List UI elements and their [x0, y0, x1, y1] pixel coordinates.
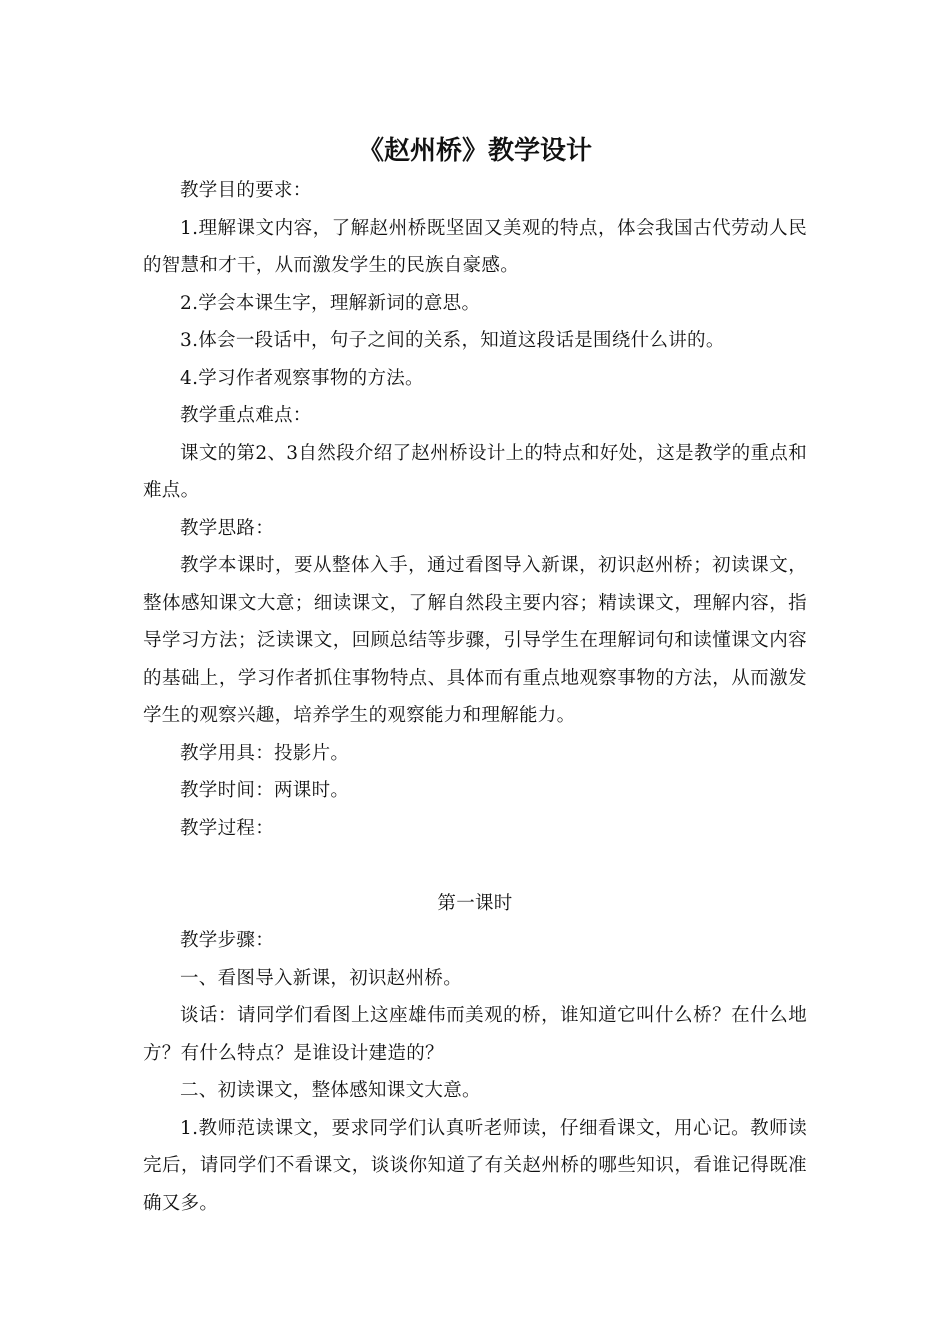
paragraph: 教学思路： [180, 517, 275, 539]
paragraph: 1.教师范读课文，要求同学们认真听老师读，仔细看课文，用心记。教师读完后，请同学们不看课文，谈谈你知道了有关赵州桥的哪些知识，看谁记得既准确又多。 [143, 1117, 807, 1214]
paragraph: 教学本课时，要从整体入手，通过看图导入新课，初识赵州桥；初读课文，整体感知课文大意；细读课文，了解自然段主要内容；精读课文，理解内容，指导学习方法；泛读课文，回顾总结等步骤，引导学生在理解词句和读懂课文内容的基础上，学习作者抓住事物特点、具体而有重点地观察事物的方法，从而激发学生的观察兴趣，培养学生的观察能力和理解能力。 [143, 555, 807, 726]
paragraph: 1.理解课文内容，了解赵州桥既坚固又美观的特点，体会我国古代劳动人民的智慧和才干，从而激发学生的民族自豪感。 [143, 217, 807, 276]
paragraph: 教学重点难点： [180, 405, 312, 426]
paragraph: 二、初读课文，整体感知课文大意。 [180, 1080, 481, 1101]
document-title: 《赵州桥》教学设计 [357, 136, 592, 166]
paragraph: 教学时间：两课时。 [180, 780, 350, 801]
blank-line [143, 847, 807, 885]
paragraph: 教学用具：投影片。 [180, 742, 350, 764]
paragraph: 课文的第2、3自然段介绍了赵州桥设计上的特点和好处，这是教学的重点和难点。 [143, 442, 807, 501]
paragraph: 教学步骤： [180, 930, 275, 951]
paragraph: 3.体会一段话中，句子之间的关系，知道这段话是围绕什么讲的。 [180, 330, 725, 351]
paragraph: 4.学习作者观察事物的方法。 [180, 367, 424, 389]
section-heading: 第一课时 [437, 892, 513, 914]
paragraph: 2.学会本课生字，理解新词的意思。 [180, 292, 481, 314]
paragraph: 教学过程： [180, 817, 275, 839]
paragraph: 一、看图导入新课，初识赵州桥。 [180, 967, 463, 989]
document-body [143, 172, 807, 1222]
paragraph: 谈话：请同学们看图上这座雄伟而美观的桥，谁知道它叫什么桥？在什么地方？有什么特点？是谁设计建造的？ [143, 1005, 807, 1064]
paragraph: 教学目的要求： [180, 180, 312, 201]
